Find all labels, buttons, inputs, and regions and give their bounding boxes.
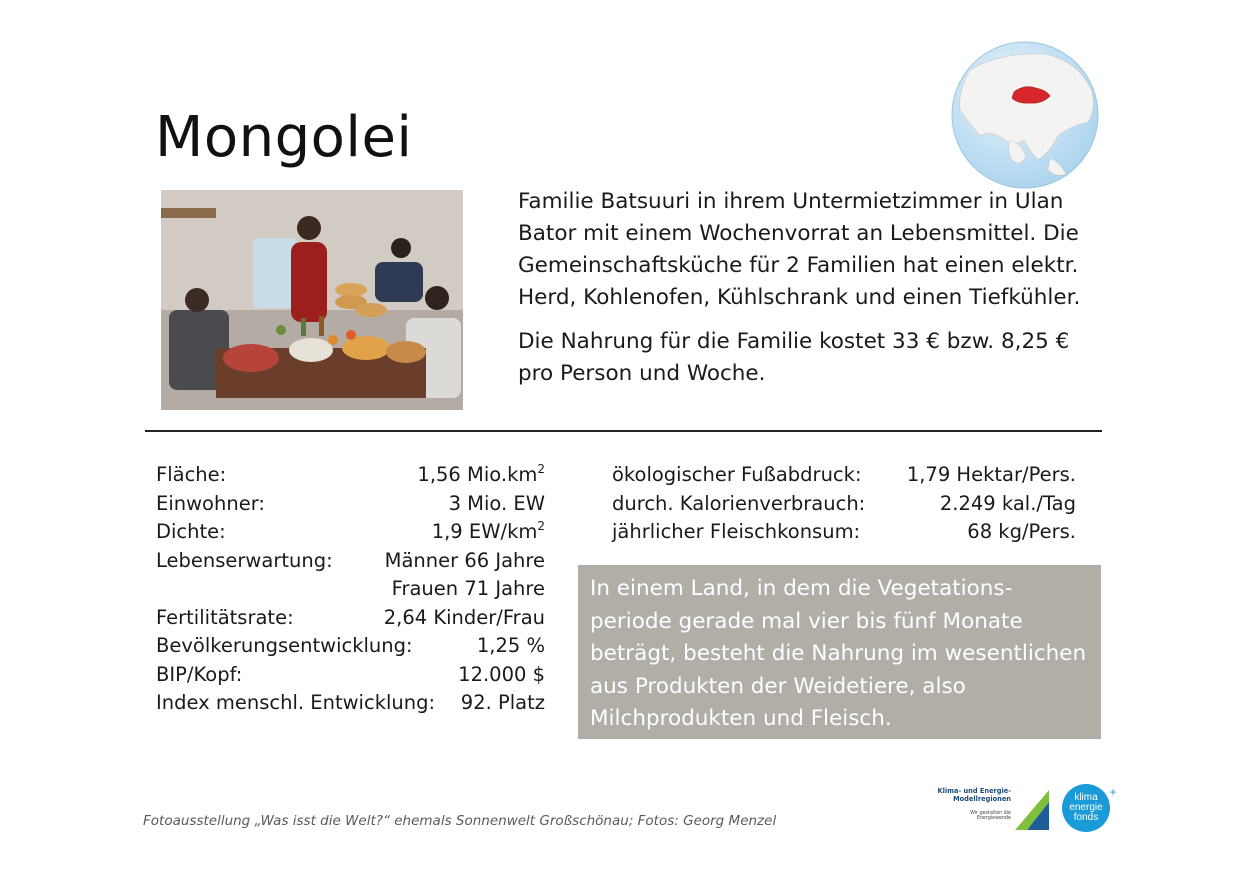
kem-logo-text [937,788,1011,803]
klimafonds-logo [1060,780,1120,834]
stat-label: jährlicher Fleischkonsum: [612,520,861,543]
stat-value: 2.249 kal./Tag [939,491,1076,515]
description [518,186,1098,402]
stat-value-superscript: 2 [537,518,545,533]
klimafonds-line2: energie [1069,802,1103,813]
stats-right [612,461,1076,547]
stat-value: 92. Platz [460,691,545,714]
stat-value: Männer 66 Jahre [384,548,545,572]
stat-row-fertilitaet [156,604,545,633]
stat-value-superscript: 2 [537,461,545,476]
klimafonds-line1: klima [1074,792,1098,803]
stat-row-bip [156,661,545,690]
stat-label: Fertilitätsrate: [156,605,294,629]
stat-row-flaeche [156,461,545,490]
stat-value [417,461,545,490]
stat-label: Index menschl. Entwicklung: [156,691,436,714]
stat-value: Frauen 71 Jahre [391,577,545,600]
stat-value: 12.000 $ [458,662,545,686]
stat-label: durch. Kalorienverbrauch: [612,491,866,515]
stat-label: Fläche: [156,463,227,486]
stat-label: ökologischer Fußabdruck: [612,463,862,486]
stat-row-fleisch [612,518,1076,547]
callout-box: In einem Land, in dem die Vegetations-periode gerade mal vier bis fünf Monate beträgt, besteht die Nahrung im wesentlichen aus Produkten der Weidetiere, also Milchprodukten und Fleisch. [578,565,1101,739]
stat-value-text: 1,56 Mio.km [417,463,538,486]
globe-map [950,40,1100,190]
stat-row-bevoelkerung [156,632,545,661]
stat-value-text: 1,9 EW/km [431,520,538,543]
stat-value: 3 Mio. EW [448,491,545,515]
stat-label: Lebenserwartung: [156,548,333,572]
kem-logo [937,784,1049,830]
stat-value: 1,79 Hektar/Pers. [906,463,1076,486]
stat-value: 68 kg/Pers. [967,520,1076,543]
description-paragraph-1: Familie Batsuuri in ihrem Untermietzimmer in Ulan Bator mit einem Wochenvorrat an Lebensmittel. Die Gemeinschaftsküche für 2 Familien hat einen elektr. Herd, Kohlenofen, Kühlschrank und einen Tiefkühler. [518,189,1081,310]
divider [145,430,1102,432]
stat-row-kalorien [612,490,1076,519]
stat-label: Dichte: [156,520,226,543]
stat-label: BIP/Kopf: [156,662,243,686]
stat-row-einwohner [156,490,545,519]
stat-value: 1,25 % [476,634,545,657]
family-photo [161,190,463,410]
kem-logo-line2: Modellregionen [953,794,1011,803]
stat-value [432,518,545,547]
kem-logo-mark-icon [1015,786,1049,830]
kem-logo-tagline: Wir gestalten die Energiewende [970,811,1011,821]
stat-label: Bevölkerungsentwicklung: [156,634,413,657]
page-title: Mongolei [155,105,413,170]
description-paragraph-2: Die Nahrung für die Familie kostet 33 € bzw. 8,25 € pro Person und Woche. [518,329,1070,386]
stat-row-lebenserwartung [156,547,545,576]
stat-row-dichte [156,518,545,547]
klimafonds-line3: fonds [1073,812,1099,823]
stat-value: 2,64 Kinder/Frau [383,605,545,629]
stat-row-lebenserwartung-frauen [156,575,545,604]
stat-row-fussabdruck [612,461,1076,490]
photo-credit: Fotoausstellung „Was isst die Welt?“ ehemals Sonnenwelt Großschönau; Fotos: Georg Menzel [143,813,777,829]
kem-logo-line1: Klima- und Energie- [937,787,1011,795]
stat-row-index [156,689,545,718]
stat-label: Einwohner: [156,491,265,515]
klimafonds-plus: + [1109,785,1117,799]
stats-left [156,461,545,718]
